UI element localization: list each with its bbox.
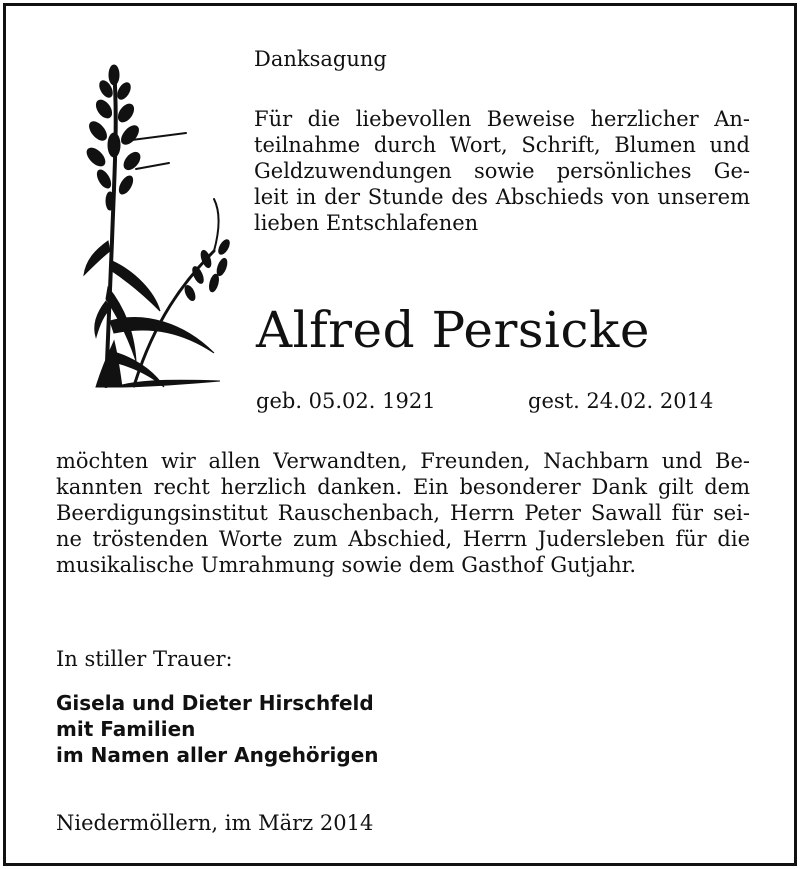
intro-line: teilnahme durch Wort, Schrift, Blumen und <box>254 133 750 157</box>
signatory-line: mit Familien <box>56 717 196 741</box>
thanks-line: möchten wir allen Verwandten, Freunden, Nachbarn und Be- <box>56 449 750 473</box>
thanks-line: Beerdigungsinstitut Rauschenbach, Herrn Peter Sawall für sei- <box>56 501 750 525</box>
deceased-name: Alfred Persicke <box>256 301 650 359</box>
grass-plant-icon <box>74 61 234 391</box>
heading-danksagung: Danksagung <box>254 47 387 71</box>
signatory-line: Gisela und Dieter Hirschfeld <box>56 691 374 715</box>
thanks-paragraph <box>56 448 750 578</box>
birth-date: geb. 05.02. 1921 <box>256 389 436 413</box>
intro-paragraph <box>254 106 750 236</box>
death-date: gest. 24.02. 2014 <box>528 389 714 413</box>
thanks-line: musikalische Umrahmung sowie dem Gasthof Gutjahr. <box>56 553 637 577</box>
thanks-line: kannten recht herzlich danken. Ein besonderer Dank gilt dem <box>56 475 750 499</box>
place-and-date: Niedermöllern, im März 2014 <box>56 811 374 835</box>
intro-line: Geldzuwendungen sowie persönliches Ge- <box>254 159 750 183</box>
signatory-line: im Namen aller Angehörigen <box>56 743 379 767</box>
obituary-notice <box>3 3 797 866</box>
thanks-line: ne tröstenden Worte zum Abschied, Herrn Judersleben für die <box>56 527 750 551</box>
signatories <box>56 690 379 768</box>
intro-line: lieben Entschlafenen <box>254 211 479 235</box>
intro-line: leit in der Stunde des Abschieds von unserem <box>254 185 750 209</box>
mourning-label: In stiller Trauer: <box>56 647 233 671</box>
intro-line: Für die liebevollen Beweise herzlicher An- <box>254 107 750 131</box>
